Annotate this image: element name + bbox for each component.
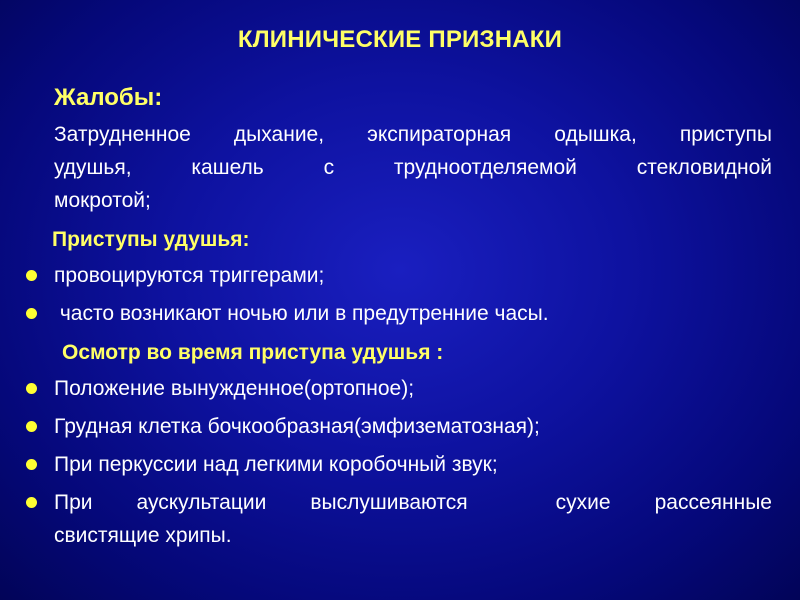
list-item-text — [54, 486, 772, 552]
complaints-text — [54, 118, 772, 217]
list-item-text: Грудная клетка бочкообразная(эмфизематозная); — [54, 415, 540, 438]
list-item-text: Положение вынужденное(ортопное); — [54, 377, 415, 400]
bullet-icon — [26, 383, 37, 394]
list-item-text-line: При аускультации выслушиваются сухие рассеянные — [54, 491, 772, 514]
slide-title: КЛИНИЧЕСКИЕ ПРИЗНАКИ — [237, 26, 563, 53]
list-item-text: часто возникают ночью или в предутренние часы. — [54, 302, 549, 325]
complaints-text-line: удушья, кашель с трудноотделяемой стекловидной — [54, 156, 772, 179]
list-item-text-line: свистящие хрипы. — [54, 524, 232, 547]
bullet-icon — [26, 308, 37, 319]
complaints-text-line: Затрудненное дыхание, экспираторная одышка, приступы — [54, 123, 772, 146]
bullet-icon — [26, 459, 37, 470]
bullet-icon — [26, 270, 37, 281]
list-item-text: При перкуссии над легкими коробочный звук; — [54, 453, 498, 476]
bullet-icon — [26, 497, 37, 508]
complaints-heading: Жалобы: — [54, 84, 163, 111]
bullet-icon — [26, 421, 37, 432]
list-item-text: провоцируются триггерами; — [54, 264, 325, 287]
exam-heading: Осмотр во время приступа удушья : — [62, 341, 444, 364]
attacks-heading: Приступы удушья: — [52, 228, 250, 251]
complaints-text-line: мокротой; — [54, 189, 151, 212]
